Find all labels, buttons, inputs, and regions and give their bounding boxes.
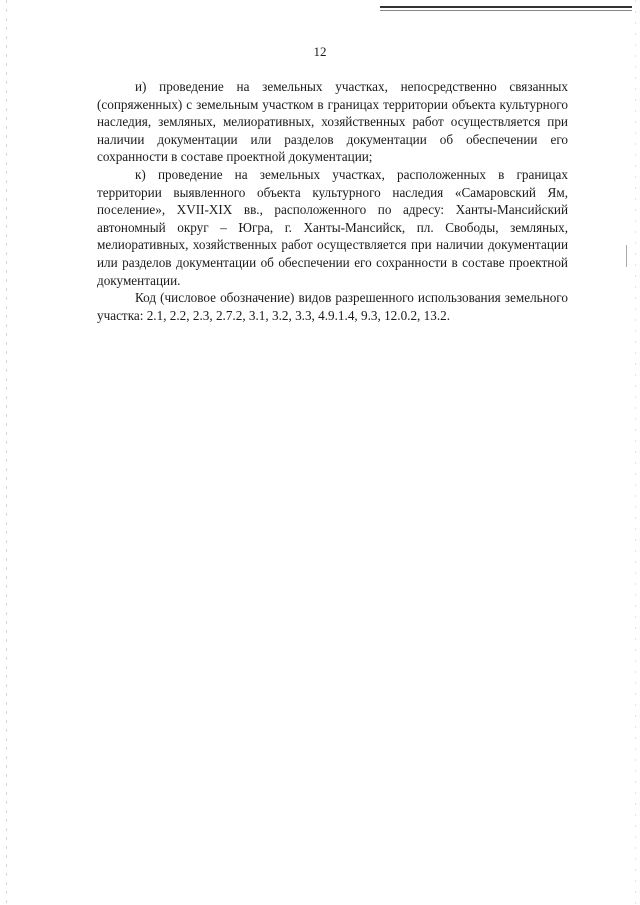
scan-edge-left	[6, 0, 7, 905]
paragraph-i: и) проведение на земельных участках, непосредственно связанных (сопряженных) с земельным участком в границах территории объекта культурного наследия, земляных, мелиоративных, хозяйственных работ осуществляется при наличии документации или разделов документации об обеспечении его сохранности в составе проектной документации;	[97, 79, 568, 165]
header-rule	[380, 6, 632, 8]
scan-edge-right	[635, 0, 636, 905]
header-rule-thin	[380, 10, 632, 11]
page-number: 12	[313, 44, 327, 59]
margin-mark	[626, 245, 627, 267]
paragraph-k: к) проведение на земельных участках, расположенных в границах территории выявленного объекта культурного наследия «Самаровский Ям, поселение», XVII-XIX вв., расположенного по адресу: Ханты-Мансийский автономный округ – Югра, г. Ханты-Мансийск, пл. Свободы, земляных, мелиоративных, хозяйственных работ осуществляется при наличии документации или разделов документации об обеспечении его сохранности в составе проектной документации.	[97, 166, 568, 288]
paragraph-code: Код (числовое обозначение) видов разрешенного использования земельного участка: 2.1, 2.2, 2.3, 2.7.2, 3.1, 3.2, 3.3, 4.9.1.4, 9.3, 12.0.2, 13.2.	[97, 290, 568, 323]
document-body	[97, 78, 568, 324]
